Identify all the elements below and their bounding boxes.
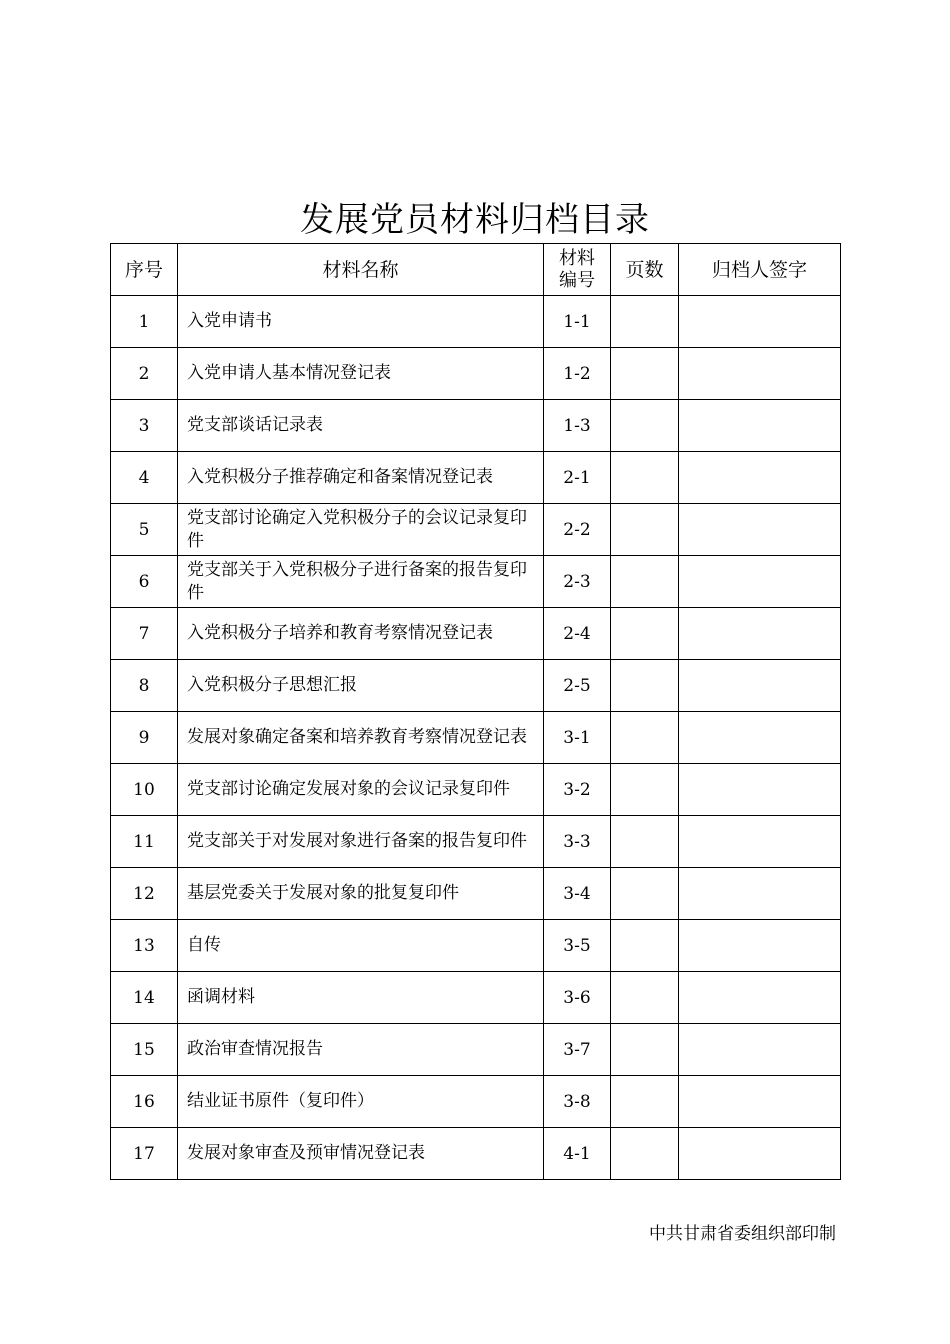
archive-table: [110, 243, 841, 1180]
row-material-name: 党支部讨论确定入党积极分子的会议记录复印件: [178, 504, 544, 556]
row-material-name: 自传: [178, 920, 544, 972]
row-material-name: 政治审查情况报告: [178, 1024, 544, 1076]
row-signature-cell[interactable]: [679, 1128, 841, 1180]
footer-printer: 中共甘肃省委组织部印制: [649, 1224, 836, 1244]
row-material-name: 党支部关于对发展对象进行备案的报告复印件: [178, 816, 544, 868]
row-material-code: 2-2: [544, 504, 611, 556]
table-row: [111, 452, 841, 504]
row-material-code: 1-3: [544, 400, 611, 452]
row-number: 2: [111, 348, 178, 400]
table-header-row: [111, 244, 841, 296]
row-number: 17: [111, 1128, 178, 1180]
row-material-code: 1-2: [544, 348, 611, 400]
row-material-name: 党支部讨论确定发展对象的会议记录复印件: [178, 764, 544, 816]
row-number: 9: [111, 712, 178, 764]
row-material-name: 入党积极分子思想汇报: [178, 660, 544, 712]
row-signature-cell[interactable]: [679, 764, 841, 816]
header-code-line1: 材料: [559, 247, 595, 269]
row-material-code: 3-5: [544, 920, 611, 972]
row-material-code: 2-4: [544, 608, 611, 660]
table-row: [111, 920, 841, 972]
row-signature-cell[interactable]: [679, 556, 841, 608]
row-signature-cell[interactable]: [679, 348, 841, 400]
row-number: 6: [111, 556, 178, 608]
row-material-code: 1-1: [544, 296, 611, 348]
row-number: 16: [111, 1076, 178, 1128]
row-material-name: 入党积极分子推荐确定和备案情况登记表: [178, 452, 544, 504]
row-pages-cell[interactable]: [611, 452, 679, 504]
row-material-name: 函调材料: [178, 972, 544, 1024]
row-signature-cell[interactable]: [679, 1076, 841, 1128]
row-signature-cell[interactable]: [679, 1024, 841, 1076]
row-material-name: 发展对象确定备案和培养教育考察情况登记表: [178, 712, 544, 764]
row-material-name: 入党积极分子培养和教育考察情况登记表: [178, 608, 544, 660]
row-signature-cell[interactable]: [679, 972, 841, 1024]
header-name: 材料名称: [178, 244, 544, 296]
row-material-code: 3-6: [544, 972, 611, 1024]
row-pages-cell[interactable]: [611, 868, 679, 920]
row-material-code: 3-2: [544, 764, 611, 816]
row-material-code: 3-8: [544, 1076, 611, 1128]
row-number: 11: [111, 816, 178, 868]
table-row: [111, 972, 841, 1024]
row-signature-cell[interactable]: [679, 660, 841, 712]
row-signature-cell[interactable]: [679, 608, 841, 660]
table-row: [111, 816, 841, 868]
row-number: 8: [111, 660, 178, 712]
row-signature-cell[interactable]: [679, 504, 841, 556]
table-row: [111, 1076, 841, 1128]
row-signature-cell[interactable]: [679, 452, 841, 504]
row-signature-cell[interactable]: [679, 920, 841, 972]
row-material-name: 结业证书原件（复印件）: [178, 1076, 544, 1128]
table-row: [111, 764, 841, 816]
header-code-line2: 编号: [559, 269, 595, 291]
header-signature: 归档人签字: [679, 244, 841, 296]
table-row: [111, 868, 841, 920]
row-number: 12: [111, 868, 178, 920]
row-signature-cell[interactable]: [679, 296, 841, 348]
row-signature-cell[interactable]: [679, 712, 841, 764]
row-pages-cell[interactable]: [611, 348, 679, 400]
table-row: [111, 296, 841, 348]
row-signature-cell[interactable]: [679, 400, 841, 452]
row-material-code: 2-1: [544, 452, 611, 504]
row-number: 5: [111, 504, 178, 556]
row-pages-cell[interactable]: [611, 1024, 679, 1076]
row-pages-cell[interactable]: [611, 972, 679, 1024]
row-signature-cell[interactable]: [679, 868, 841, 920]
row-pages-cell[interactable]: [611, 764, 679, 816]
row-material-name: 发展对象审查及预审情况登记表: [178, 1128, 544, 1180]
table-row: [111, 1128, 841, 1180]
row-material-code: 4-1: [544, 1128, 611, 1180]
row-number: 1: [111, 296, 178, 348]
row-pages-cell[interactable]: [611, 660, 679, 712]
row-material-code: 3-4: [544, 868, 611, 920]
row-material-name: 党支部关于入党积极分子进行备案的报告复印件: [178, 556, 544, 608]
row-pages-cell[interactable]: [611, 712, 679, 764]
table-row: [111, 712, 841, 764]
row-material-code: 2-3: [544, 556, 611, 608]
row-number: 10: [111, 764, 178, 816]
row-number: 3: [111, 400, 178, 452]
header-pages: 页数: [611, 244, 679, 296]
row-material-name: 党支部谈话记录表: [178, 400, 544, 452]
row-pages-cell[interactable]: [611, 1128, 679, 1180]
row-pages-cell[interactable]: [611, 504, 679, 556]
row-material-code: 2-5: [544, 660, 611, 712]
row-number: 4: [111, 452, 178, 504]
row-material-code: 3-1: [544, 712, 611, 764]
row-material-code: 3-7: [544, 1024, 611, 1076]
table-row: [111, 400, 841, 452]
row-number: 15: [111, 1024, 178, 1076]
table-row: [111, 348, 841, 400]
document-title: 发展党员材料归档目录: [300, 200, 650, 240]
row-pages-cell[interactable]: [611, 816, 679, 868]
row-material-name: 入党申请书: [178, 296, 544, 348]
row-number: 13: [111, 920, 178, 972]
table-row: [111, 660, 841, 712]
row-material-name: 基层党委关于发展对象的批复复印件: [178, 868, 544, 920]
header-num: 序号: [111, 244, 178, 296]
row-pages-cell[interactable]: [611, 920, 679, 972]
row-pages-cell[interactable]: [611, 296, 679, 348]
table-row: [111, 556, 841, 608]
row-pages-cell[interactable]: [611, 1076, 679, 1128]
row-material-code: 3-3: [544, 816, 611, 868]
row-pages-cell[interactable]: [611, 608, 679, 660]
header-code: [544, 244, 611, 296]
table-row: [111, 504, 841, 556]
row-signature-cell[interactable]: [679, 816, 841, 868]
row-number: 14: [111, 972, 178, 1024]
row-number: 7: [111, 608, 178, 660]
row-material-name: 入党申请人基本情况登记表: [178, 348, 544, 400]
table-row: [111, 608, 841, 660]
table-row: [111, 1024, 841, 1076]
row-pages-cell[interactable]: [611, 556, 679, 608]
row-pages-cell[interactable]: [611, 400, 679, 452]
